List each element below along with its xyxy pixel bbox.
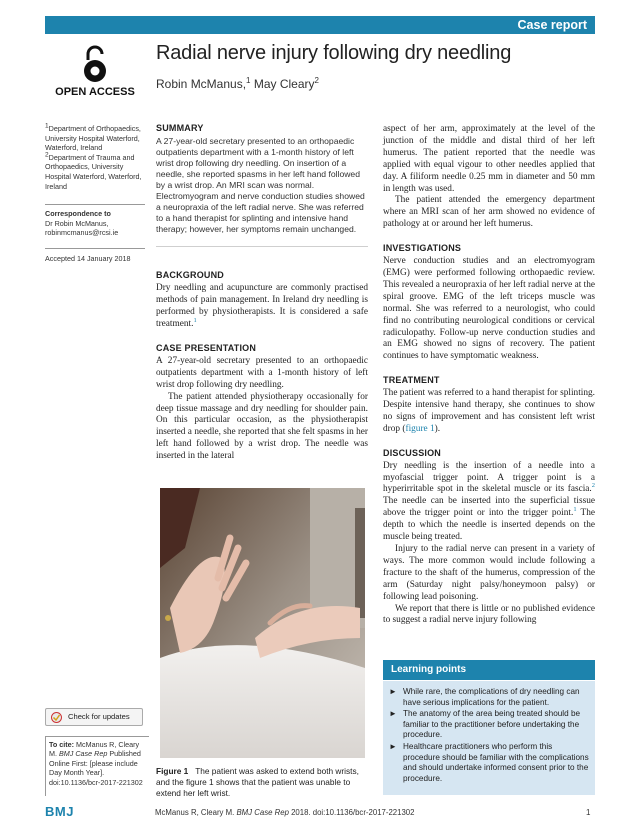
check-for-updates-button[interactable] bbox=[45, 708, 143, 726]
discussion-text: Dry needling is the insertion of a needle into a myofascial trigger point. A trigger point is a hyperirritable spot in the skeletal muscle or its fascia. bbox=[383, 460, 595, 495]
affiliations bbox=[45, 124, 145, 191]
affiliation-2: Department of Trauma and Orthopaedics, University Hospital Waterford, Waterford, Ireland bbox=[45, 152, 142, 191]
triangle-bullet-icon: ► bbox=[389, 741, 397, 751]
citation-box bbox=[45, 736, 149, 796]
correspondence bbox=[45, 209, 145, 238]
learning-point-text: While rare, the complications of dry needling can have serious implications for the patient. bbox=[403, 687, 580, 707]
treatment-text-end: ). bbox=[434, 423, 441, 434]
figure-1-caption bbox=[156, 766, 371, 798]
sidebar-divider bbox=[45, 248, 145, 249]
summary-divider bbox=[156, 246, 368, 247]
open-access-label: OPEN ACCESS bbox=[55, 86, 135, 98]
reference-link[interactable]: 1 bbox=[193, 316, 197, 324]
learning-point-text: Healthcare practitioners who perform this procedure should be familiar with the complications and should undertake informed consent prior to the procedure. bbox=[403, 741, 589, 783]
author-affil-ref: 1 bbox=[246, 76, 251, 85]
case-paragraph: The patient attended the emergency department where an MRI scan of her arm showed no evidence of pathology at or around her left humerus. bbox=[383, 195, 595, 230]
affiliation-1: Department of Orthopaedics, University Hospital Waterford, Waterford, Ireland bbox=[45, 124, 141, 153]
patient-wrist-photo bbox=[160, 488, 365, 758]
citation-published: Published Online First: bbox=[49, 749, 141, 768]
footer-journal: BMJ Case Rep bbox=[236, 808, 289, 817]
citation-label: To cite: bbox=[49, 740, 75, 749]
article-title: Radial nerve injury following dry needling bbox=[156, 42, 512, 64]
discussion-heading: DISCUSSION bbox=[383, 447, 442, 458]
affil-number: 1 bbox=[45, 122, 49, 130]
background-heading: BACKGROUND bbox=[156, 270, 224, 280]
author-name[interactable]: May Cleary bbox=[253, 77, 315, 91]
summary-text: A 27-year-old secretary presented to an orthopaedic outpatients department with a 1-month history of left wrist drop following dry needling. On insertion of a needle, she reported spasms in her left hand followed by a wrist drop. An MRI scan was normal. Electromyogram and nerve conduction studies showed a neuropraxia of the left radial nerve. She was referred to a hand therapist for splinting and intensive hand therapy; however, her symptoms remain unchanged. bbox=[156, 135, 365, 234]
triangle-bullet-icon: ► bbox=[389, 687, 397, 696]
section-banner: Case report bbox=[45, 16, 595, 34]
discussion-text: The depth to which the needle is inserted depends on the muscle being treated. bbox=[383, 508, 595, 543]
investigations-heading: INVESTIGATIONS bbox=[383, 243, 462, 254]
discussion-paragraph: Injury to the radial nerve can present in a variety of ways. The more common would include following a fracture to the shaft of the humerus, compression of the arm (Saturday night palsy/honeymoon palsy) or following lead poisoning. bbox=[383, 544, 595, 602]
learning-points-box bbox=[383, 681, 595, 795]
reference-link[interactable]: 1 bbox=[573, 506, 577, 514]
investigations-text: Nerve conduction studies and an electromyogram (EMG) were performed following orthopaedic review. This revealed a neuropraxia of her left radial nerve at the spiral groove. EMG of the left triceps muscle was normal. She was referred to a neurologist, who could find no contributing neurological conditions or cervical radiculopathy. Follow-up nerve conduction studies and an EMG showed no signs of recovery. The patient continues to have symptomatic weakness. bbox=[383, 256, 595, 362]
accepted-date: Accepted 14 January 2018 bbox=[45, 254, 131, 263]
reference-link[interactable]: 2 bbox=[591, 482, 595, 490]
learning-point bbox=[389, 687, 589, 708]
citation-journal: BMJ Case Rep bbox=[58, 749, 108, 759]
background-section bbox=[156, 270, 368, 331]
learning-point bbox=[389, 709, 589, 741]
open-access-lock-icon bbox=[68, 44, 122, 84]
triangle-bullet-icon: ► bbox=[389, 709, 397, 719]
case-paragraph: The patient attended physiotherapy occasionally for deep tissue massage and dry needling for shoulder pain. On this particular occasion, as the physiotherapist inserted a needle, she reported that she felt spasms in her left hand followed by a wrist drop. The needle was inserted in the lateral bbox=[156, 391, 368, 462]
sidebar-divider bbox=[45, 204, 145, 205]
discussion-text: The needle can be inserted into the superficial tissue above the trigger point or into the trigger point. bbox=[383, 496, 595, 519]
check-for-updates-label: Check for updates bbox=[68, 712, 130, 721]
learning-point-text: The anatomy of the area being treated should be familiar to the practitioner before undertaking the procedure. bbox=[403, 709, 581, 740]
figure-caption-text: The patient was asked to extend both wrists, and the figure 1 shows that the patient was unable to extend her left wrist. bbox=[156, 766, 359, 798]
author-list bbox=[156, 77, 576, 91]
case-presentation-heading: CASE PRESENTATION bbox=[156, 343, 257, 353]
right-column bbox=[383, 124, 595, 627]
correspondence-label: Correspondence to bbox=[45, 209, 111, 218]
figure-1-photo bbox=[160, 488, 365, 758]
case-presentation-section bbox=[156, 343, 368, 463]
citation-authors: McManus R, Cleary M. bbox=[49, 740, 140, 759]
learning-point bbox=[389, 742, 589, 784]
page-footer bbox=[155, 808, 595, 817]
summary-heading: SUMMARY bbox=[156, 123, 204, 133]
citation-doi: [please include Day Month Year]. doi:10.1136/bcr-2017-221302 bbox=[49, 758, 143, 787]
bmj-logo: BMJ bbox=[45, 804, 74, 819]
case-paragraph-continued: aspect of her arm, approximately at the level of the junction of the middle and distal third of her left humerus. The patient reported that the needle was applied with equal vigour to other needles applied that day. A filiform needle 0.25 mm in diameter and 50 mm in length was used. bbox=[383, 124, 595, 194]
author-name[interactable]: Robin McManus, bbox=[156, 77, 247, 91]
correspondence-email[interactable]: robinmcmanus@rcsi.ie bbox=[45, 228, 119, 238]
background-text: Dry needling and acupuncture are commonly practised methods of pain management. In Ireland dry needling is performed by physiotherapists. It is considered a safe treatment. bbox=[156, 282, 368, 329]
correspondence-name: Dr Robin McManus, bbox=[45, 218, 109, 228]
footer-doi: 2018. doi:10.1136/bcr-2017-221302 bbox=[291, 808, 415, 817]
footer-authors: McManus R, Cleary M. bbox=[155, 808, 235, 817]
treatment-heading: TREATMENT bbox=[383, 375, 440, 386]
figure-1-link[interactable]: figure 1 bbox=[405, 423, 435, 434]
learning-points-heading: Learning points bbox=[383, 660, 595, 680]
crossmark-icon bbox=[51, 712, 62, 723]
page-number: 1 bbox=[586, 808, 591, 817]
discussion-paragraph: We report that there is little or no published evidence to suggest a radial nerve injury following bbox=[383, 603, 595, 626]
figure-label: Figure 1 bbox=[156, 766, 189, 776]
author-affil-ref: 2 bbox=[314, 76, 319, 85]
case-paragraph: A 27-year-old secretary presented to an orthopaedic outpatients department with a 1-month history of left wrist drop following dry needling. bbox=[156, 355, 368, 390]
treatment-text: The patient was referred to a hand therapist for splinting. Despite intensive hand therapy, she continues to show no signs of improvement and has consistent left wrist drop ( bbox=[383, 388, 595, 434]
summary-section bbox=[156, 123, 368, 235]
affil-number: 2 bbox=[45, 151, 49, 159]
